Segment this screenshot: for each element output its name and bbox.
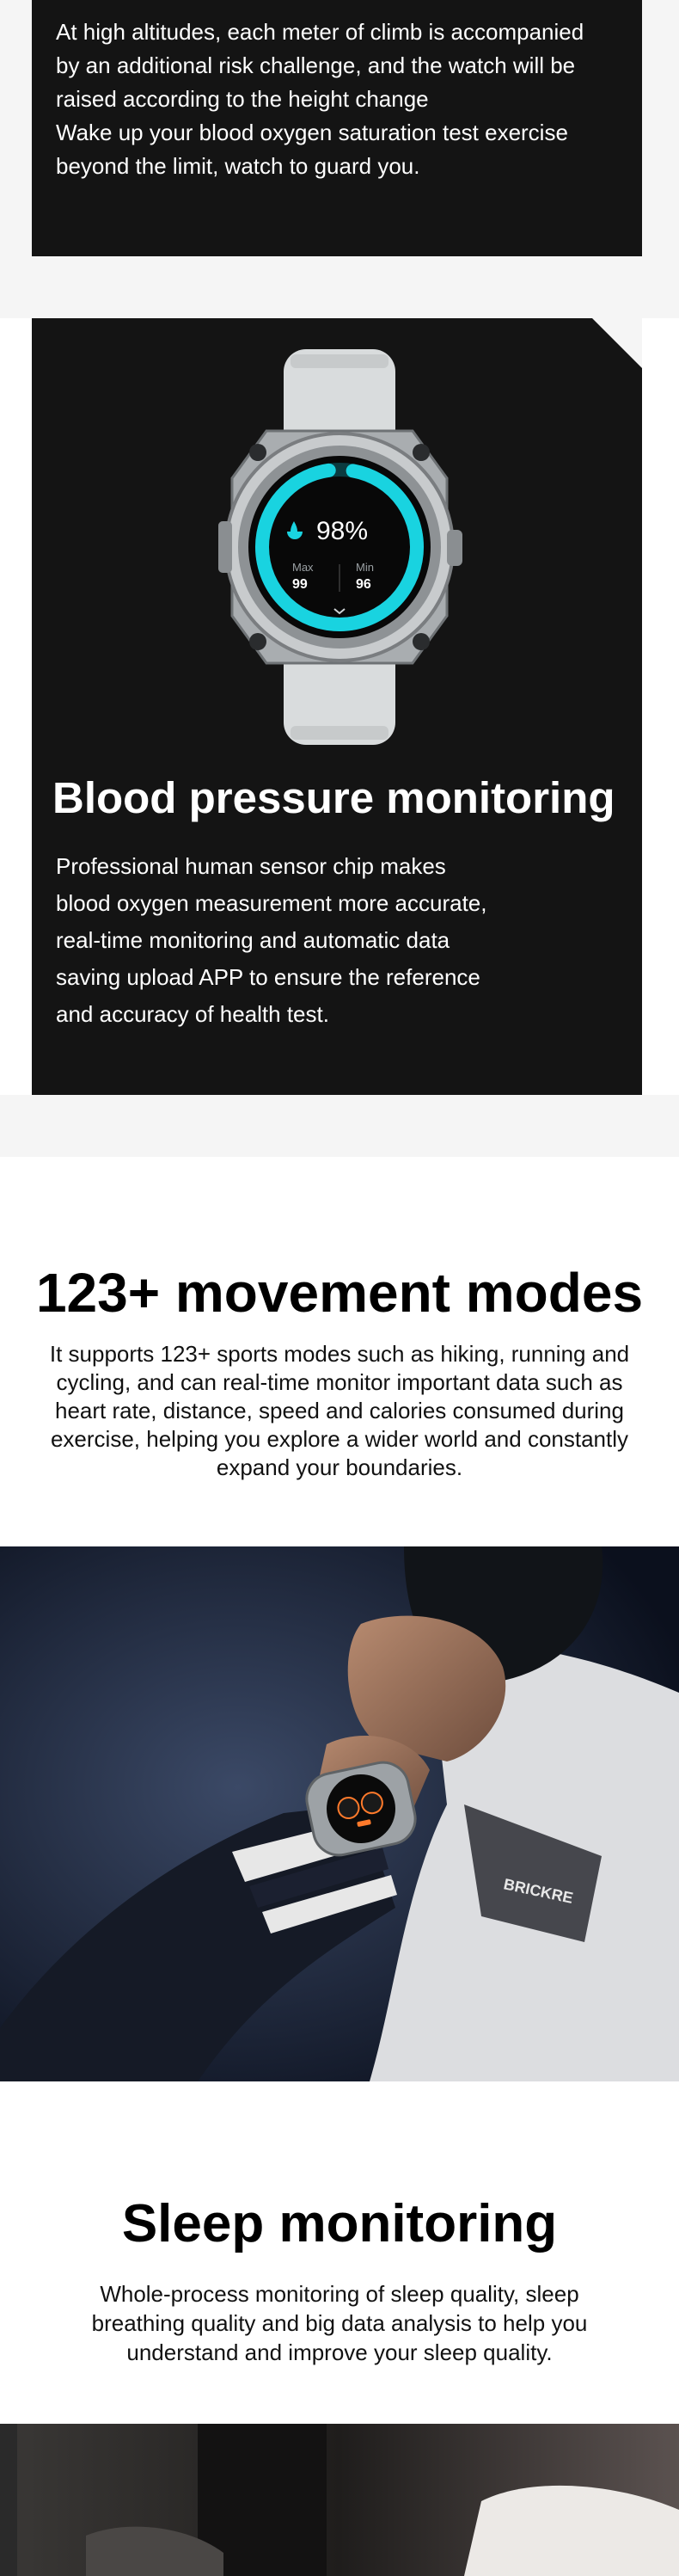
wrist-photo-illustration	[0, 1546, 679, 2081]
watch-side-button	[218, 521, 232, 573]
description-line: Whole-process monitoring of sleep quality, sleep	[100, 2281, 579, 2307]
description-line: heart rate, distance, speed and calories consumed during	[55, 1398, 624, 1423]
description-line: Professional human sensor chip makes	[56, 853, 446, 879]
intro-line: At high altitudes, each meter of climb is accompanied	[56, 19, 584, 45]
sleep-monitoring-description	[34, 2279, 645, 2367]
movement-modes-description	[26, 1340, 653, 1482]
section-spacer	[0, 256, 679, 318]
description-line: expand your boundaries.	[216, 1454, 463, 1480]
screw	[249, 444, 266, 461]
intro-line: raised according to the height change	[56, 86, 429, 112]
min-label: Min	[356, 561, 374, 574]
screw	[413, 444, 430, 461]
watch-crown	[447, 530, 462, 566]
watch-screen	[248, 456, 431, 638]
max-label: Max	[292, 561, 314, 574]
intro-line: Wake up your blood oxygen saturation test exercise	[56, 120, 568, 145]
wrist-photo	[0, 1546, 679, 2081]
spo2-reading: 98%	[316, 517, 369, 545]
description-line: saving upload APP to ensure the reference	[56, 964, 480, 990]
description-line: blood oxygen measurement more accurate,	[56, 890, 487, 916]
screw	[249, 633, 266, 650]
description-line: understand and improve your sleep quality.	[126, 2339, 553, 2365]
description-line: cycling, and can real-time monitor important data such as	[56, 1369, 623, 1395]
intro-card	[32, 0, 642, 256]
max-value: 99	[292, 577, 308, 592]
blood-pressure-card	[32, 318, 642, 1095]
description-line: and accuracy of health test.	[56, 1001, 329, 1027]
intro-text	[56, 15, 615, 183]
min-value: 96	[356, 577, 371, 592]
screw	[413, 633, 430, 650]
blood-pressure-title: Blood pressure monitoring	[52, 773, 615, 822]
intro-line: beyond the limit, watch to guard you.	[56, 153, 420, 179]
description-line: breathing quality and big data analysis to help you	[91, 2310, 588, 2336]
sleep-photo-illustration	[0, 2424, 679, 2576]
movement-modes-title: 123+ movement modes	[35, 1262, 644, 1324]
card-corner-cut	[592, 318, 642, 368]
svg-text:BRICKRE: BRICKRE	[502, 1875, 575, 1907]
sleep-monitoring-title: Sleep monitoring	[121, 2194, 558, 2253]
description-line: It supports 123+ sports modes such as hiking, running and	[49, 1341, 630, 1367]
smartwatch-image	[198, 349, 481, 745]
blood-pressure-description	[56, 848, 589, 1033]
description-line: real-time monitoring and automatic data	[56, 927, 450, 953]
intro-line: by an additional risk challenge, and the watch will be	[56, 52, 576, 78]
sleep-photo	[0, 2424, 679, 2576]
section-spacer	[0, 1095, 679, 1157]
description-line: exercise, helping you explore a wider world and constantly	[50, 1426, 629, 1452]
